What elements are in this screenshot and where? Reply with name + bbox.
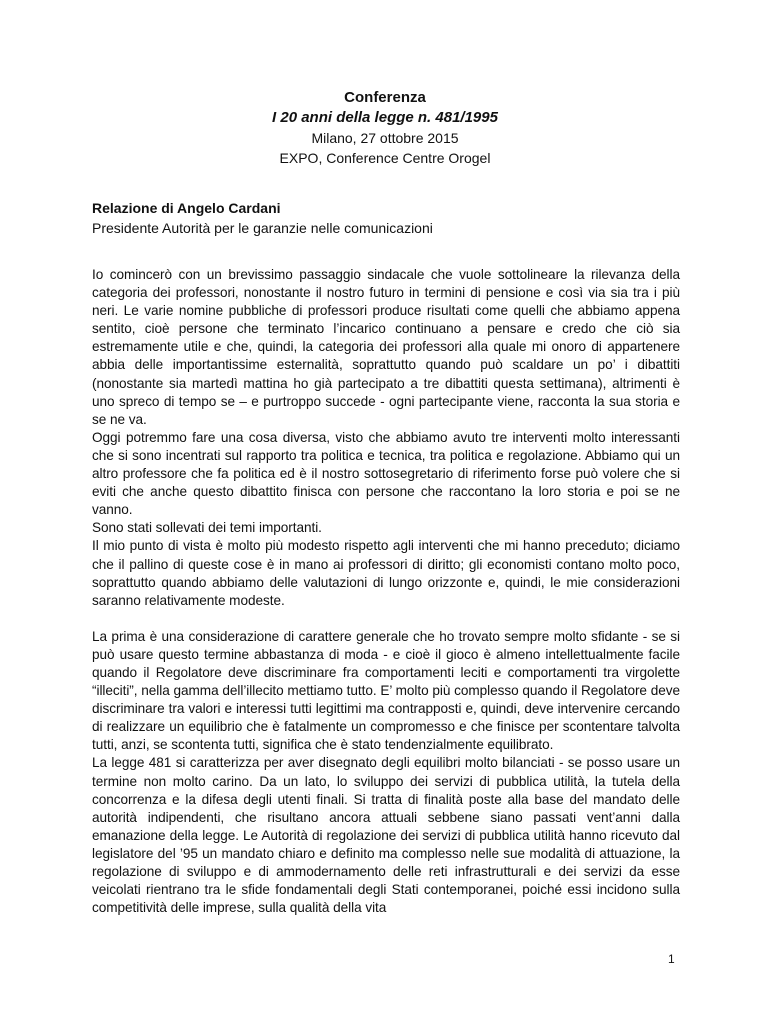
- venue: EXPO, Conference Centre Orogel: [279, 150, 491, 166]
- speaker-block: [92, 198, 682, 238]
- paragraph: Io comincerò con un brevissimo passaggio sindacale che vuole sottolineare la rilevanza della categoria dei professori, nonostante il nostro futuro in termini di pensione e così via sia tra i più neri. Le varie nomine pubbliche di professori produce risultati come quelli che abbiamo appena sentito, cioè persone che terminato l’incarico continuano a pensare e credo che ciò sia estremamente utile e che, quindi, la categoria dei professori alla quale mi onoro di appartenere abbia delle importantissime esternalità, soprattutto quando può scaldare un po’ i dibattiti (nonostante sia martedì mattina ho già partecipato a tre dibattiti questa settimana), altrimenti è uno spreco di tempo se – e purtroppo succede - ogni partecipante viene, racconta la sua storia e se ne va.: [92, 267, 680, 427]
- speaker-role: Presidente Autorità per le garanzie nelle comunicazioni: [92, 220, 433, 236]
- paragraph: La prima è una considerazione di carattere generale che ho trovato sempre molto sfidante - se si può usare questo termine abbastanza di moda - e cioè il gioco è almeno intellettualmente facile quando il Regolatore deve discriminare fra comportamenti leciti e comportamenti tra virgolette “illeciti”, nella gamma dell’illecito mettiamo tutto. E’ molto più complesso quando il Regolatore deve discriminare tra valori e interessi tutti legittimi ma contrapposti e, quindi, deve intervenire cercando di realizzare un equilibrio che è fatalmente un compromesso e che finisce per scontentare talvolta tutti, anzi, se scontenta tutti, significa che è stato tendenzialmente equilibrato.: [92, 628, 680, 753]
- paragraph: Oggi potremmo fare una cosa diversa, visto che abbiamo avuto tre interventi molto interessanti che si sono incentrati sul rapporto tra politica e tecnica, tra politica e regolazione. Abbiamo qui un altro professore che fa politica ed è il nostro sottosegretario di riferimento forse può volere che si eviti che anche questo dibattito finisca con persone che raccontano la loro storia e poi se ne vanno.: [92, 429, 680, 518]
- paragraph: La legge 481 si caratterizza per aver disegnato degli equilibri molto bilanciati - se posso usare un termine non molto carino. Da un lato, lo sviluppo dei servizi di pubblica utilità, la tutela della concorrenza e la difesa degli utenti finali. Si tratta di finalità poste alla base del mandato delle autorità indipendenti, che risultano ancora attuali sebbene siano passati vent’anni dalla emanazione della legge. Le Autorità di regolazione dei servizi di pubblica utilità hanno ricevuto dal legislatore del ’95 un mandato chiaro e definito ma complesso nelle sue modalità di attuazione, la regolazione di sviluppo e di ammodernamento delle reti infrastrutturali e dei servizi da esse veicolati rientrano tra le sfide fondamentali degli Stati contemporanei, poiché essi incidono sulla competitività delle imprese, sulla qualità della vita: [92, 755, 680, 916]
- conference-subtitle: I 20 anni della legge n. 481/1995: [272, 109, 498, 126]
- document-body: [92, 266, 680, 917]
- document-header: [0, 88, 770, 168]
- paragraph: Il mio punto di vista è molto più modesto rispetto agli interventi che mi hanno preceduto; diciamo che il pallino di queste cose è in mano ai professori di diritto; gli economisti contano molto poco, soprattutto quando abbiamo delle valutazioni di lungo orizzonte e, quindi, le mie considerazioni saranno relativamente modeste.: [92, 538, 680, 608]
- speaker-name: Relazione di Angelo Cardani: [92, 200, 281, 216]
- conference-title: Conferenza: [344, 89, 426, 106]
- paragraph: Sono stati sollevati dei temi importanti.: [92, 520, 322, 536]
- place-date: Milano, 27 ottobre 2015: [311, 130, 459, 146]
- page-number: 1: [668, 952, 675, 966]
